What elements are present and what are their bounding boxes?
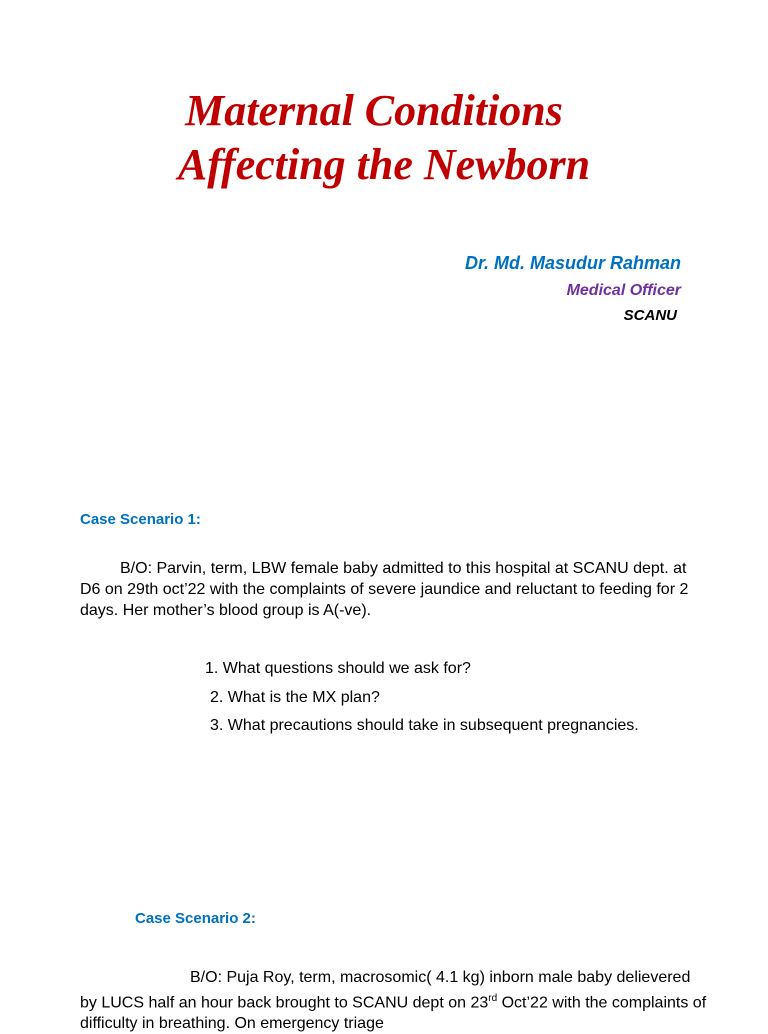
- case-1-description: B/O: Parvin, term, LBW female baby admitted to this hospital at SCANU dept. at D6 on 29th oct’22 with the complaints of severe jaundice and reluctant to feeding for 2 days. Her mother’s blood group is A(-ve).: [80, 560, 689, 619]
- case-2-heading: Case Scenario 2:: [135, 910, 256, 927]
- author-role: Medical Officer: [566, 282, 681, 299]
- question-item: 2. What is the MX plan?: [210, 688, 380, 706]
- case-1-heading: Case Scenario 1:: [80, 511, 201, 528]
- document-title: [0, 84, 768, 192]
- author-name: Dr. Md. Masudur Rahman: [464, 253, 681, 273]
- question-item: 3. What precautions should take in subsequent pregnancies.: [210, 717, 639, 734]
- question-item: 1. What questions should we ask for?: [205, 660, 471, 677]
- case-2-text-end: Oct’22 with the complaints of difficulty in breathing. On emergency triage: [80, 994, 707, 1033]
- author-department: SCANU: [623, 307, 677, 324]
- title-line-1: Maternal Conditions: [185, 86, 563, 135]
- case-2-text-start: B/O: Puja Roy, term, macrosomic( 4.1 kg) inborn male baby delievered by LUCS half an hour back brought to SCANU dept on 23: [80, 969, 691, 1012]
- title-line-2: Affecting the Newborn: [177, 140, 591, 189]
- case-2-ordinal-suffix: rd: [488, 993, 498, 1004]
- case-1-questions: [205, 658, 639, 744]
